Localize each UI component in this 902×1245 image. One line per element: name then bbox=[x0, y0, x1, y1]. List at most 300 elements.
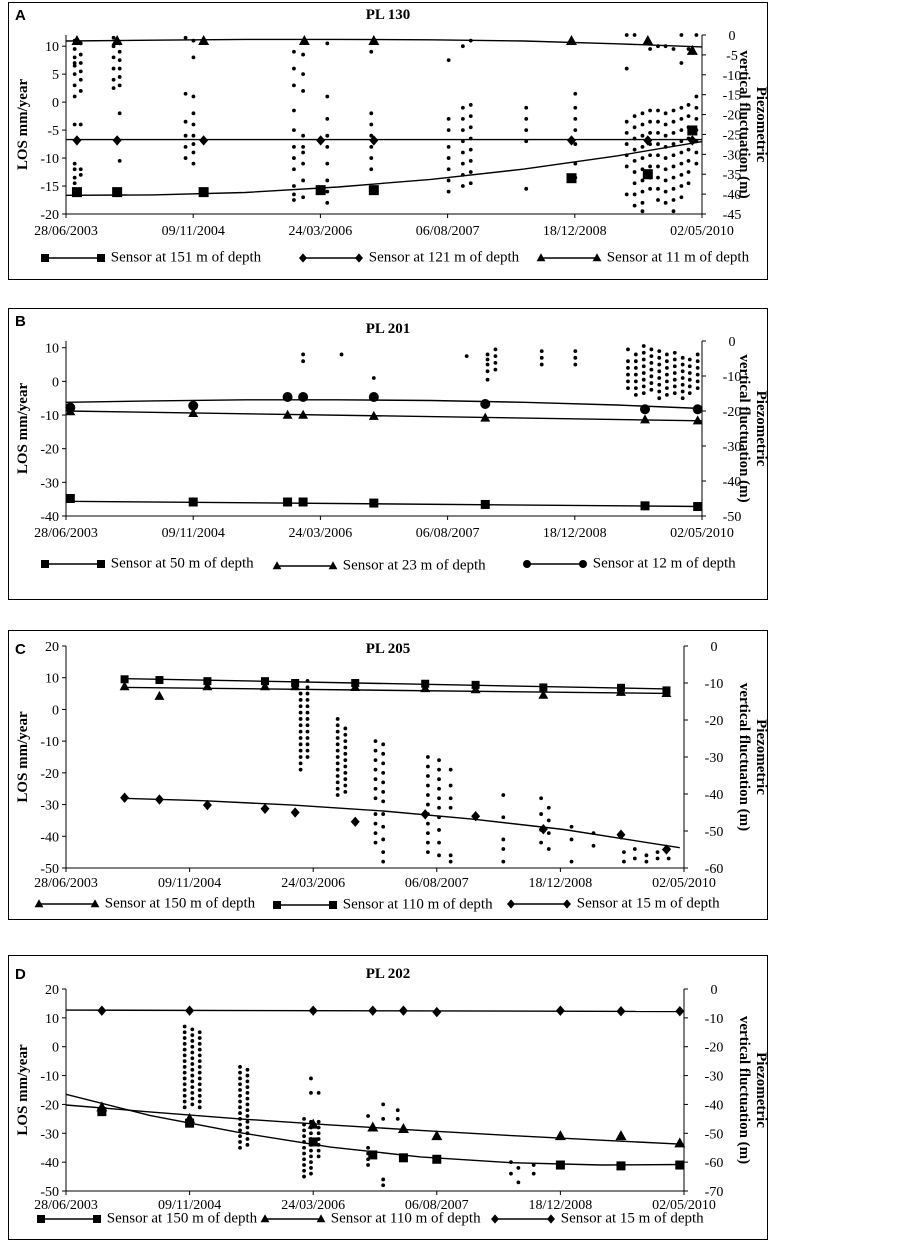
los-point bbox=[183, 1071, 187, 1075]
sensor-marker bbox=[641, 501, 650, 510]
sensor-marker bbox=[675, 1161, 684, 1170]
los-point bbox=[672, 187, 676, 191]
y2-tick-label: -30 bbox=[722, 440, 742, 455]
chart-panel-b bbox=[8, 308, 768, 600]
sensor-marker bbox=[693, 415, 703, 424]
los-point bbox=[238, 1123, 242, 1127]
los-point bbox=[183, 1053, 187, 1057]
sensor-marker bbox=[260, 804, 269, 814]
los-point bbox=[642, 378, 646, 382]
legend-label: Sensor at 50 m of depth bbox=[110, 555, 254, 572]
los-point bbox=[461, 128, 465, 132]
los-point bbox=[302, 1117, 306, 1121]
legend-label: Sensor at 150 m of depth bbox=[104, 895, 256, 912]
los-point bbox=[302, 1152, 306, 1156]
los-point bbox=[649, 361, 653, 365]
y2-tick-label: -35 bbox=[722, 168, 742, 184]
los-point bbox=[302, 1146, 306, 1150]
y-tick-label: -40 bbox=[40, 1156, 59, 1172]
los-point bbox=[118, 159, 122, 163]
los-point bbox=[246, 1097, 250, 1101]
x-tick-label: 09/11/2004 bbox=[157, 876, 222, 891]
los-point bbox=[633, 170, 637, 174]
los-point bbox=[306, 717, 310, 721]
los-point bbox=[184, 36, 188, 40]
los-point bbox=[246, 1091, 250, 1095]
los-point bbox=[633, 33, 637, 37]
los-point bbox=[299, 704, 303, 708]
legend-marker-shape bbox=[91, 899, 100, 907]
los-point bbox=[664, 123, 668, 127]
los-point bbox=[299, 768, 303, 772]
los-point bbox=[317, 1154, 321, 1158]
los-point bbox=[301, 89, 305, 93]
los-point bbox=[664, 156, 668, 160]
los-point bbox=[437, 806, 441, 810]
los-point bbox=[183, 1077, 187, 1081]
los-point bbox=[449, 853, 453, 857]
los-point bbox=[648, 165, 652, 169]
los-point bbox=[301, 53, 305, 57]
los-point bbox=[73, 176, 77, 180]
los-point bbox=[501, 838, 505, 842]
los-point bbox=[449, 768, 453, 772]
los-point bbox=[688, 391, 692, 395]
los-point bbox=[381, 761, 385, 765]
los-point bbox=[516, 1180, 520, 1184]
legend-label: Sensor at 110 m of depth bbox=[342, 896, 493, 913]
los-point bbox=[343, 765, 347, 769]
los-point bbox=[641, 209, 645, 213]
los-point bbox=[656, 857, 660, 861]
los-point bbox=[625, 33, 629, 37]
los-point bbox=[343, 739, 347, 743]
los-point bbox=[469, 170, 473, 174]
los-point bbox=[449, 860, 453, 864]
y2-tick-label: -50 bbox=[704, 1127, 724, 1143]
legend-marker-2 bbox=[489, 1210, 557, 1228]
los-point bbox=[648, 120, 652, 124]
los-point bbox=[336, 780, 340, 784]
los-point bbox=[301, 72, 305, 76]
los-point bbox=[486, 369, 490, 373]
los-point bbox=[302, 1163, 306, 1167]
los-point bbox=[426, 774, 430, 778]
los-point bbox=[325, 95, 329, 99]
los-point bbox=[374, 758, 378, 762]
los-point bbox=[469, 114, 473, 118]
y2-axis-title-line2: vertical fluctuation (m) bbox=[736, 354, 752, 503]
los-point bbox=[292, 145, 296, 149]
los-point bbox=[524, 117, 528, 121]
sensor-marker bbox=[556, 1005, 565, 1015]
los-point bbox=[665, 373, 669, 377]
los-point bbox=[649, 381, 653, 385]
los-point bbox=[695, 95, 699, 99]
los-point bbox=[687, 181, 691, 185]
los-point bbox=[547, 847, 551, 851]
los-point bbox=[426, 831, 430, 835]
legend-marker-shape bbox=[261, 1214, 270, 1222]
los-point bbox=[301, 145, 305, 149]
los-point bbox=[547, 806, 551, 810]
trendline-0 bbox=[66, 142, 702, 196]
los-point bbox=[573, 142, 577, 146]
los-point bbox=[317, 1131, 321, 1135]
los-point bbox=[657, 349, 661, 353]
sensor-marker bbox=[203, 677, 211, 685]
los-point bbox=[633, 114, 637, 118]
sensor-marker bbox=[556, 1161, 565, 1170]
y2-tick-label: -70 bbox=[704, 1185, 724, 1200]
los-point bbox=[325, 179, 329, 183]
sensor-marker bbox=[615, 1130, 626, 1140]
legend-item-0 bbox=[39, 555, 254, 573]
los-point bbox=[664, 179, 668, 183]
los-point bbox=[190, 1085, 194, 1089]
los-point bbox=[301, 359, 305, 363]
los-point bbox=[73, 181, 77, 185]
y-tick-label: -50 bbox=[40, 862, 59, 877]
los-point bbox=[336, 774, 340, 778]
los-point bbox=[118, 75, 122, 79]
y-tick-label: -40 bbox=[40, 830, 59, 846]
los-point bbox=[681, 356, 685, 360]
sensor-marker bbox=[369, 499, 378, 508]
los-point bbox=[183, 1025, 187, 1029]
los-point bbox=[672, 109, 676, 113]
los-point bbox=[238, 1146, 242, 1150]
los-point bbox=[469, 159, 473, 163]
los-point bbox=[486, 363, 490, 367]
legend-marker-0 bbox=[33, 895, 101, 913]
legend-marker-shape bbox=[523, 560, 531, 568]
los-points bbox=[73, 33, 699, 213]
sensor-marker bbox=[480, 399, 490, 409]
y2-axis-title-line1: Piezometric bbox=[753, 86, 769, 163]
los-point bbox=[292, 184, 296, 188]
legend-marker-shape bbox=[93, 1215, 101, 1223]
sensor-marker bbox=[399, 1153, 408, 1162]
x-tick-label: 28/06/2003 bbox=[34, 224, 98, 239]
sensor-marker bbox=[298, 392, 308, 402]
legend-item-2 bbox=[535, 249, 749, 267]
los-point bbox=[696, 379, 700, 383]
los-point bbox=[302, 1134, 306, 1138]
los-point bbox=[641, 134, 645, 138]
y2-tick-label: -30 bbox=[722, 148, 742, 164]
y2-tick-label: -10 bbox=[704, 677, 724, 692]
los-point bbox=[696, 373, 700, 377]
los-point bbox=[573, 356, 577, 360]
y2-tick-label: -60 bbox=[704, 862, 724, 877]
legend-marker-shape bbox=[35, 899, 44, 907]
los-point bbox=[672, 176, 676, 180]
los-point bbox=[426, 765, 430, 769]
los-point bbox=[688, 371, 692, 375]
los-point bbox=[673, 385, 677, 389]
y2-axis-title-line1: Piezometric bbox=[753, 390, 769, 467]
los-point bbox=[633, 181, 637, 185]
chart-panel-d bbox=[8, 955, 768, 1240]
los-point bbox=[648, 47, 652, 51]
los-point bbox=[79, 61, 83, 65]
los-point bbox=[306, 749, 310, 753]
los-point bbox=[664, 190, 668, 194]
los-point bbox=[648, 187, 652, 191]
los-point bbox=[198, 1071, 202, 1075]
los-point bbox=[190, 1033, 194, 1037]
los-point bbox=[634, 386, 638, 390]
los-point bbox=[447, 145, 451, 149]
y-tick-label: 10 bbox=[45, 341, 59, 357]
los-point bbox=[461, 117, 465, 121]
los-point bbox=[246, 1079, 250, 1083]
y2-tick-label: -30 bbox=[704, 1069, 724, 1085]
los-point bbox=[447, 128, 451, 132]
los-point bbox=[238, 1077, 242, 1081]
los-point bbox=[642, 385, 646, 389]
los-point bbox=[642, 391, 646, 395]
legend-marker-1 bbox=[271, 557, 339, 575]
los-point bbox=[469, 125, 473, 129]
legend-label: Sensor at 150 m of depth bbox=[106, 1210, 258, 1227]
los-point bbox=[547, 831, 551, 835]
los-point bbox=[649, 388, 653, 392]
los-point bbox=[192, 151, 196, 155]
y2-tick-label: -30 bbox=[704, 751, 724, 766]
legend-marker-shape bbox=[329, 901, 337, 909]
los-point bbox=[73, 55, 77, 59]
los-point bbox=[656, 198, 660, 202]
los-point bbox=[299, 755, 303, 759]
y-tick-label: -50 bbox=[40, 1185, 59, 1200]
los-point bbox=[190, 1097, 194, 1101]
sensor-marker bbox=[367, 1122, 378, 1132]
los-point bbox=[198, 1030, 202, 1034]
los-point bbox=[325, 201, 329, 205]
series-0 bbox=[72, 125, 697, 197]
los-point bbox=[343, 777, 347, 781]
los-point bbox=[73, 95, 77, 99]
los-points bbox=[299, 679, 671, 864]
los-point bbox=[336, 793, 340, 797]
los-point bbox=[198, 1088, 202, 1092]
los-point bbox=[679, 106, 683, 110]
los-point bbox=[688, 385, 692, 389]
los-point bbox=[381, 752, 385, 756]
x-tick-label: 24/03/2006 bbox=[281, 876, 346, 891]
los-point bbox=[656, 165, 660, 169]
los-point bbox=[299, 730, 303, 734]
y-tick-label: -30 bbox=[40, 798, 59, 814]
los-points bbox=[301, 344, 699, 400]
los-point bbox=[336, 723, 340, 727]
los-point bbox=[426, 841, 430, 845]
los-point bbox=[292, 67, 296, 71]
los-point bbox=[299, 698, 303, 702]
los-point bbox=[465, 354, 469, 358]
legend-label: Sensor at 121 m of depth bbox=[368, 249, 520, 266]
los-point bbox=[447, 156, 451, 160]
panel-letter: C bbox=[15, 641, 26, 658]
los-point bbox=[198, 1059, 202, 1063]
chart-svg bbox=[9, 631, 769, 921]
los-point bbox=[343, 733, 347, 737]
los-point bbox=[369, 145, 373, 149]
los-point bbox=[633, 847, 637, 851]
los-point bbox=[183, 1048, 187, 1052]
los-point bbox=[192, 142, 196, 146]
x-tick-label: 18/12/2008 bbox=[542, 224, 607, 239]
legend-label: Sensor at 11 m of depth bbox=[606, 249, 750, 266]
los-point bbox=[681, 376, 685, 380]
sensor-marker bbox=[66, 494, 75, 503]
los-point bbox=[198, 1065, 202, 1069]
los-point bbox=[665, 359, 669, 363]
sensor-marker bbox=[309, 1005, 318, 1015]
los-point bbox=[325, 162, 329, 166]
los-point bbox=[301, 353, 305, 357]
los-point bbox=[325, 145, 329, 149]
los-point bbox=[656, 109, 660, 113]
los-point bbox=[198, 1105, 202, 1109]
los-point bbox=[396, 1108, 400, 1112]
los-point bbox=[299, 736, 303, 740]
los-point bbox=[374, 796, 378, 800]
los-point bbox=[426, 822, 430, 826]
los-point bbox=[183, 1105, 187, 1109]
los-point bbox=[79, 69, 83, 73]
sensor-marker bbox=[154, 691, 164, 700]
los-point bbox=[238, 1088, 242, 1092]
los-point bbox=[183, 1065, 187, 1069]
los-point bbox=[681, 363, 685, 367]
los-point bbox=[649, 374, 653, 378]
los-point bbox=[633, 125, 637, 129]
chart-panel-c bbox=[8, 630, 768, 920]
y-tick-label: 0 bbox=[52, 703, 59, 719]
los-point bbox=[192, 123, 196, 127]
los-point bbox=[524, 128, 528, 132]
los-point bbox=[192, 134, 196, 138]
los-point bbox=[292, 198, 296, 202]
los-point bbox=[246, 1143, 250, 1147]
los-point bbox=[112, 86, 116, 90]
los-point bbox=[437, 768, 441, 772]
trendline-0 bbox=[66, 501, 702, 506]
los-point bbox=[301, 162, 305, 166]
los-point bbox=[306, 723, 310, 727]
los-point bbox=[634, 366, 638, 370]
los-point bbox=[184, 120, 188, 124]
los-point bbox=[696, 353, 700, 357]
y-tick-label: -10 bbox=[40, 152, 59, 168]
los-point bbox=[183, 1059, 187, 1063]
los-point bbox=[633, 204, 637, 208]
los-point bbox=[118, 50, 122, 54]
los-point bbox=[183, 1094, 187, 1098]
los-point bbox=[657, 376, 661, 380]
y-tick-label: 10 bbox=[45, 40, 59, 56]
los-point bbox=[494, 348, 498, 352]
los-point bbox=[336, 787, 340, 791]
sensor-marker bbox=[421, 680, 429, 688]
los-point bbox=[501, 815, 505, 819]
los-point bbox=[309, 1160, 313, 1164]
los-point bbox=[501, 847, 505, 851]
los-point bbox=[437, 787, 441, 791]
los-point bbox=[656, 187, 660, 191]
sensor-marker bbox=[309, 1137, 318, 1146]
los-point bbox=[426, 850, 430, 854]
legend-marker-shape bbox=[273, 561, 282, 569]
los-point bbox=[573, 363, 577, 367]
trendline-1 bbox=[66, 411, 702, 421]
los-point bbox=[309, 1091, 313, 1095]
x-tick-label: 02/05/2010 bbox=[670, 526, 734, 541]
trendline-2 bbox=[66, 39, 702, 47]
sensor-marker bbox=[113, 135, 122, 145]
los-point bbox=[301, 151, 305, 155]
los-point bbox=[641, 123, 645, 127]
x-tick-label: 06/08/2007 bbox=[415, 526, 480, 541]
los-point bbox=[547, 819, 551, 823]
los-point bbox=[447, 58, 451, 62]
los-point bbox=[79, 167, 83, 171]
legend-item-1 bbox=[271, 896, 493, 914]
los-point bbox=[665, 393, 669, 397]
los-point bbox=[501, 860, 505, 864]
los-point bbox=[381, 812, 385, 816]
los-point bbox=[449, 806, 453, 810]
los-point bbox=[437, 777, 441, 781]
los-point bbox=[301, 195, 305, 199]
los-point bbox=[673, 378, 677, 382]
los-point bbox=[437, 853, 441, 857]
los-point bbox=[374, 822, 378, 826]
los-point bbox=[190, 1045, 194, 1049]
los-point bbox=[426, 803, 430, 807]
los-point bbox=[645, 853, 649, 857]
y-tick-label: 5 bbox=[52, 68, 59, 84]
y2-tick-label: -20 bbox=[722, 405, 742, 420]
sensor-marker bbox=[472, 681, 480, 689]
y-tick-label: 0 bbox=[52, 96, 59, 112]
los-point bbox=[695, 117, 699, 121]
x-tick-label: 18/12/2008 bbox=[528, 1198, 593, 1213]
los-point bbox=[625, 131, 629, 135]
legend-item-1 bbox=[271, 557, 486, 575]
sensor-marker bbox=[283, 498, 292, 507]
los-point bbox=[681, 390, 685, 394]
los-point bbox=[688, 364, 692, 368]
los-point bbox=[246, 1126, 250, 1130]
los-point bbox=[336, 749, 340, 753]
sensor-marker bbox=[351, 817, 360, 827]
sensor-marker bbox=[481, 500, 490, 509]
los-point bbox=[573, 128, 577, 132]
los-point bbox=[325, 134, 329, 138]
los-point bbox=[343, 746, 347, 750]
y-tick-label: -30 bbox=[40, 476, 59, 492]
los-point bbox=[192, 162, 196, 166]
los-point bbox=[246, 1103, 250, 1107]
los-point bbox=[641, 156, 645, 160]
chart-panel-a bbox=[8, 2, 768, 280]
los-point bbox=[336, 730, 340, 734]
los-point bbox=[625, 193, 629, 197]
